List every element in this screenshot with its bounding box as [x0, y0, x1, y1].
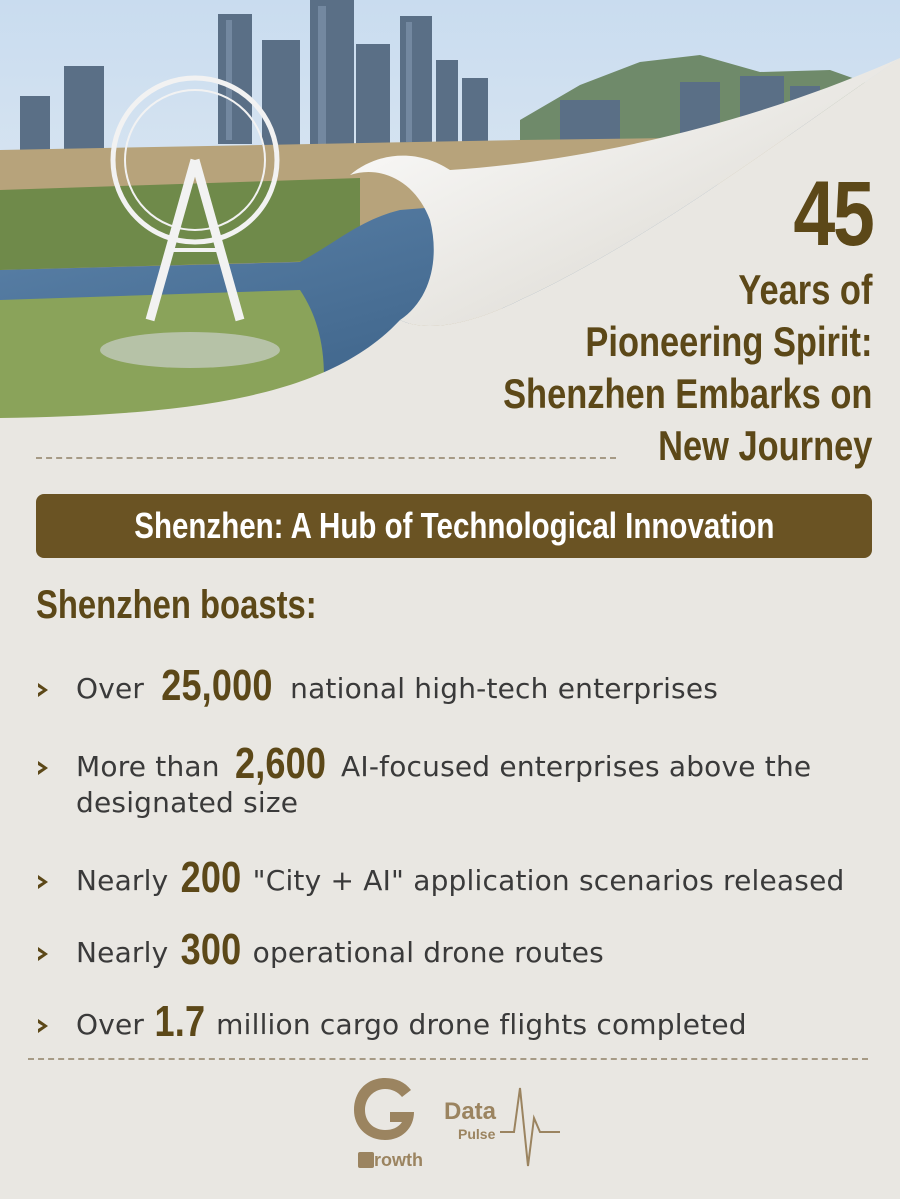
item-prefix: Nearly: [76, 864, 178, 897]
pulse-logo-text: Pulse: [458, 1126, 496, 1142]
growth-word: rowth: [374, 1150, 423, 1170]
list-item-text: [76, 925, 604, 974]
chevron-right-icon: [36, 1004, 76, 1039]
chevron-right-icon: [36, 668, 76, 703]
title-line: Shenzhen Embarks on: [502, 370, 872, 417]
list-item-text: [76, 739, 866, 821]
item-prefix: More than: [76, 750, 229, 783]
item-number: 200: [180, 853, 241, 902]
item-suffix: national high-tech enterprises: [281, 672, 719, 705]
subheading: Shenzhen boasts:: [36, 583, 317, 627]
title-line: Pioneering Spirit:: [584, 318, 872, 365]
list-item-text: [76, 997, 747, 1046]
list-item: [36, 661, 866, 710]
item-suffix: AI-focused enterprises above the designated size: [76, 750, 812, 819]
item-number: 25,000: [161, 661, 273, 710]
list-item-text: [76, 853, 845, 902]
item-suffix: million cargo drone flights completed: [207, 1008, 747, 1041]
footer-logos: [340, 1074, 580, 1174]
list-item-text: [76, 661, 719, 710]
page-title: [422, 264, 872, 472]
divider: [36, 457, 616, 459]
title-line: Years of: [737, 266, 872, 313]
item-prefix: Over: [76, 1008, 154, 1041]
section-banner-text: Shenzhen: A Hub of Technological Innovation: [133, 505, 775, 546]
chevron-right-icon: [36, 860, 76, 895]
item-number: 300: [180, 925, 241, 974]
list-item: [36, 997, 866, 1046]
list-item: [36, 853, 866, 902]
growth-logo-icon: [350, 1074, 420, 1155]
data-logo-text: Data: [444, 1098, 497, 1125]
pulse-line-icon: [500, 1078, 560, 1175]
anniversary-number: 45: [792, 163, 872, 265]
chevron-right-icon: [36, 746, 76, 781]
item-number: 2,600: [234, 739, 326, 788]
growth-g-icon: [358, 1152, 374, 1168]
chevron-right-icon: [36, 932, 76, 967]
list-item: [36, 739, 866, 821]
item-number: 1.7: [154, 997, 206, 1046]
growth-logo-text: [358, 1150, 423, 1171]
item-suffix: operational drone routes: [243, 936, 604, 969]
item-prefix: Over: [76, 672, 154, 705]
section-banner: [36, 494, 872, 558]
title-line: New Journey: [657, 422, 872, 469]
item-suffix: "City + AI" application scenarios released: [243, 864, 845, 897]
divider: [28, 1058, 868, 1060]
list-item: [36, 925, 866, 974]
item-prefix: Nearly: [76, 936, 178, 969]
